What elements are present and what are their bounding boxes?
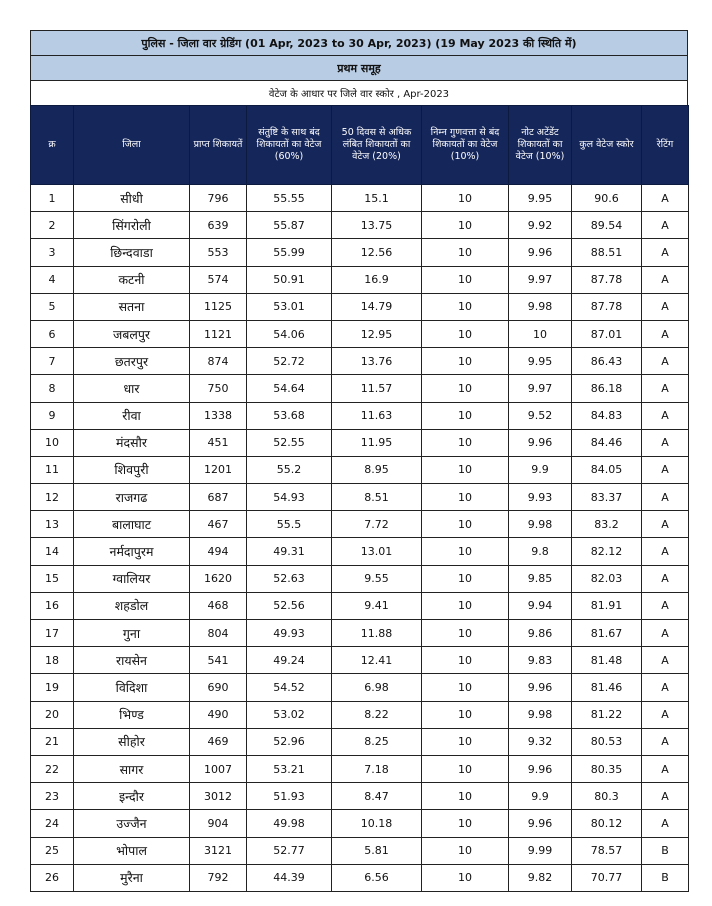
total-score-cell: 81.46 [572, 674, 642, 701]
grading-sheet [30, 30, 688, 892]
district-cell: नर्मदापुरम [74, 538, 190, 565]
col-header-satisfaction: संतुष्टि के साथ बंद शिकायतों का वेटेज (60%) [247, 106, 332, 185]
total-score-cell: 80.35 [572, 755, 642, 782]
satisfaction-cell: 53.21 [247, 755, 332, 782]
serial-cell: 17 [31, 620, 74, 647]
low-quality-cell: 10 [422, 429, 509, 456]
received-cell: 792 [190, 864, 247, 891]
pending-cell: 9.55 [332, 565, 422, 592]
serial-cell: 14 [31, 538, 74, 565]
serial-cell: 12 [31, 484, 74, 511]
total-score-cell: 81.22 [572, 701, 642, 728]
serial-cell: 19 [31, 674, 74, 701]
district-cell: सागर [74, 755, 190, 782]
district-cell: शिवपुरी [74, 456, 190, 483]
rating-cell: A [642, 348, 689, 375]
received-cell: 796 [190, 185, 247, 212]
not-attended-cell: 9.99 [509, 837, 572, 864]
low-quality-cell: 10 [422, 864, 509, 891]
total-score-cell: 86.43 [572, 348, 642, 375]
satisfaction-cell: 53.02 [247, 701, 332, 728]
low-quality-cell: 10 [422, 810, 509, 837]
rating-cell: A [642, 375, 689, 402]
received-cell: 467 [190, 511, 247, 538]
district-cell: मंदसौर [74, 429, 190, 456]
total-score-cell: 78.57 [572, 837, 642, 864]
rating-cell: B [642, 864, 689, 891]
district-cell: ग्वालियर [74, 565, 190, 592]
pending-cell: 11.57 [332, 375, 422, 402]
rating-cell: A [642, 538, 689, 565]
received-cell: 1121 [190, 320, 247, 347]
received-cell: 469 [190, 728, 247, 755]
low-quality-cell: 10 [422, 620, 509, 647]
district-cell: भोपाल [74, 837, 190, 864]
total-score-cell: 87.78 [572, 293, 642, 320]
total-score-cell: 81.67 [572, 620, 642, 647]
district-score-table [30, 105, 689, 892]
rating-cell: A [642, 810, 689, 837]
serial-cell: 9 [31, 402, 74, 429]
received-cell: 1338 [190, 402, 247, 429]
received-cell: 690 [190, 674, 247, 701]
satisfaction-cell: 55.55 [247, 185, 332, 212]
pending-cell: 9.41 [332, 592, 422, 619]
satisfaction-cell: 49.98 [247, 810, 332, 837]
satisfaction-cell: 52.72 [247, 348, 332, 375]
rating-cell: B [642, 837, 689, 864]
table-row [31, 674, 689, 701]
received-cell: 1620 [190, 565, 247, 592]
rating-cell: A [642, 266, 689, 293]
not-attended-cell: 9.98 [509, 701, 572, 728]
received-cell: 494 [190, 538, 247, 565]
low-quality-cell: 10 [422, 375, 509, 402]
satisfaction-cell: 49.24 [247, 647, 332, 674]
serial-cell: 26 [31, 864, 74, 891]
district-cell: भिण्ड [74, 701, 190, 728]
pending-cell: 6.98 [332, 674, 422, 701]
received-cell: 468 [190, 592, 247, 619]
satisfaction-cell: 54.93 [247, 484, 332, 511]
table-row [31, 511, 689, 538]
rating-cell: A [642, 701, 689, 728]
table-row [31, 239, 689, 266]
district-cell: विदिशा [74, 674, 190, 701]
not-attended-cell: 9.96 [509, 674, 572, 701]
district-cell: सतना [74, 293, 190, 320]
received-cell: 1007 [190, 755, 247, 782]
total-score-cell: 89.54 [572, 212, 642, 239]
not-attended-cell: 9.95 [509, 185, 572, 212]
district-cell: सीहोर [74, 728, 190, 755]
serial-cell: 4 [31, 266, 74, 293]
not-attended-cell: 9.98 [509, 293, 572, 320]
table-row [31, 864, 689, 891]
low-quality-cell: 10 [422, 701, 509, 728]
not-attended-cell: 9.96 [509, 755, 572, 782]
rating-cell: A [642, 429, 689, 456]
district-cell: कटनी [74, 266, 190, 293]
not-attended-cell: 9.96 [509, 429, 572, 456]
col-header-low-quality: निम्न गुणवत्ता से बंद शिकायतों का वेटेज (10%) [422, 106, 509, 185]
pending-cell: 14.79 [332, 293, 422, 320]
pending-cell: 16.9 [332, 266, 422, 293]
low-quality-cell: 10 [422, 647, 509, 674]
serial-cell: 25 [31, 837, 74, 864]
total-score-cell: 84.83 [572, 402, 642, 429]
serial-cell: 16 [31, 592, 74, 619]
total-score-cell: 80.53 [572, 728, 642, 755]
table-row [31, 837, 689, 864]
district-cell: छिन्दवाडा [74, 239, 190, 266]
satisfaction-cell: 54.64 [247, 375, 332, 402]
table-row [31, 565, 689, 592]
table-row [31, 456, 689, 483]
total-score-cell: 87.78 [572, 266, 642, 293]
rating-cell: A [642, 674, 689, 701]
satisfaction-cell: 49.93 [247, 620, 332, 647]
rating-cell: A [642, 565, 689, 592]
received-cell: 451 [190, 429, 247, 456]
rating-cell: A [642, 783, 689, 810]
serial-cell: 23 [31, 783, 74, 810]
serial-cell: 1 [31, 185, 74, 212]
not-attended-cell: 9.96 [509, 810, 572, 837]
table-row [31, 728, 689, 755]
low-quality-cell: 10 [422, 185, 509, 212]
total-score-cell: 90.6 [572, 185, 642, 212]
low-quality-cell: 10 [422, 755, 509, 782]
rating-cell: A [642, 320, 689, 347]
not-attended-cell: 9.8 [509, 538, 572, 565]
low-quality-cell: 10 [422, 728, 509, 755]
total-score-cell: 87.01 [572, 320, 642, 347]
satisfaction-cell: 52.55 [247, 429, 332, 456]
col-header-total-score: कुल वेटेज स्कोर [572, 106, 642, 185]
total-score-cell: 83.2 [572, 511, 642, 538]
pending-cell: 13.76 [332, 348, 422, 375]
not-attended-cell: 9.85 [509, 565, 572, 592]
not-attended-cell: 9.92 [509, 212, 572, 239]
table-row [31, 185, 689, 212]
satisfaction-cell: 54.06 [247, 320, 332, 347]
district-cell: राजगढ [74, 484, 190, 511]
received-cell: 804 [190, 620, 247, 647]
col-header-district: जिला [74, 106, 190, 185]
table-row [31, 810, 689, 837]
pending-cell: 11.95 [332, 429, 422, 456]
low-quality-cell: 10 [422, 348, 509, 375]
report-title: पुलिस - जिला वार ग्रेडिंग (01 Apr, 2023 to 30 Apr, 2023) (19 May 2023 की स्थिति में) [30, 30, 688, 55]
received-cell: 3012 [190, 783, 247, 810]
serial-cell: 5 [31, 293, 74, 320]
rating-cell: A [642, 293, 689, 320]
table-row [31, 402, 689, 429]
district-cell: धार [74, 375, 190, 402]
rating-cell: A [642, 185, 689, 212]
low-quality-cell: 10 [422, 266, 509, 293]
serial-cell: 22 [31, 755, 74, 782]
total-score-cell: 81.48 [572, 647, 642, 674]
district-cell: बालाघाट [74, 511, 190, 538]
table-body [31, 185, 689, 892]
low-quality-cell: 10 [422, 783, 509, 810]
table-row [31, 484, 689, 511]
satisfaction-cell: 55.5 [247, 511, 332, 538]
table-row [31, 293, 689, 320]
report-subtitle: वेटेज के आधार पर जिले वार स्कोर , Apr-2023 [30, 80, 688, 105]
received-cell: 874 [190, 348, 247, 375]
satisfaction-cell: 55.87 [247, 212, 332, 239]
total-score-cell: 70.77 [572, 864, 642, 891]
rating-cell: A [642, 620, 689, 647]
rating-cell: A [642, 484, 689, 511]
low-quality-cell: 10 [422, 484, 509, 511]
not-attended-cell: 9.94 [509, 592, 572, 619]
pending-cell: 15.1 [332, 185, 422, 212]
pending-cell: 7.18 [332, 755, 422, 782]
rating-cell: A [642, 456, 689, 483]
total-score-cell: 80.12 [572, 810, 642, 837]
low-quality-cell: 10 [422, 212, 509, 239]
serial-cell: 8 [31, 375, 74, 402]
low-quality-cell: 10 [422, 239, 509, 266]
pending-cell: 11.63 [332, 402, 422, 429]
table-row [31, 755, 689, 782]
total-score-cell: 83.37 [572, 484, 642, 511]
rating-cell: A [642, 647, 689, 674]
pending-cell: 8.51 [332, 484, 422, 511]
serial-cell: 21 [31, 728, 74, 755]
not-attended-cell: 9.93 [509, 484, 572, 511]
serial-cell: 7 [31, 348, 74, 375]
total-score-cell: 88.51 [572, 239, 642, 266]
rating-cell: A [642, 239, 689, 266]
rating-cell: A [642, 728, 689, 755]
low-quality-cell: 10 [422, 592, 509, 619]
not-attended-cell: 9.32 [509, 728, 572, 755]
pending-cell: 12.41 [332, 647, 422, 674]
pending-cell: 12.56 [332, 239, 422, 266]
satisfaction-cell: 49.31 [247, 538, 332, 565]
not-attended-cell: 9.9 [509, 456, 572, 483]
table-header-row [31, 106, 689, 185]
received-cell: 904 [190, 810, 247, 837]
serial-cell: 20 [31, 701, 74, 728]
total-score-cell: 84.05 [572, 456, 642, 483]
pending-cell: 8.47 [332, 783, 422, 810]
serial-cell: 2 [31, 212, 74, 239]
pending-cell: 12.95 [332, 320, 422, 347]
total-score-cell: 82.12 [572, 538, 642, 565]
satisfaction-cell: 52.96 [247, 728, 332, 755]
low-quality-cell: 10 [422, 320, 509, 347]
district-cell: गुना [74, 620, 190, 647]
district-cell: सिंगरोली [74, 212, 190, 239]
low-quality-cell: 10 [422, 293, 509, 320]
district-cell: इन्दौर [74, 783, 190, 810]
table-row [31, 538, 689, 565]
table-row [31, 620, 689, 647]
pending-cell: 6.56 [332, 864, 422, 891]
not-attended-cell: 10 [509, 320, 572, 347]
low-quality-cell: 10 [422, 674, 509, 701]
table-row [31, 320, 689, 347]
col-header-received: प्राप्त शिकायतें [190, 106, 247, 185]
received-cell: 553 [190, 239, 247, 266]
not-attended-cell: 9.97 [509, 266, 572, 293]
satisfaction-cell: 55.2 [247, 456, 332, 483]
total-score-cell: 82.03 [572, 565, 642, 592]
col-header-not-attended: नोट अटेंडेंट शिकायतों का वेटेज (10%) [509, 106, 572, 185]
satisfaction-cell: 53.01 [247, 293, 332, 320]
satisfaction-cell: 55.99 [247, 239, 332, 266]
rating-cell: A [642, 511, 689, 538]
table-row [31, 212, 689, 239]
not-attended-cell: 9.97 [509, 375, 572, 402]
table-row [31, 429, 689, 456]
satisfaction-cell: 51.93 [247, 783, 332, 810]
district-cell: सीधी [74, 185, 190, 212]
not-attended-cell: 9.52 [509, 402, 572, 429]
district-cell: छतरपुर [74, 348, 190, 375]
serial-cell: 11 [31, 456, 74, 483]
not-attended-cell: 9.86 [509, 620, 572, 647]
low-quality-cell: 10 [422, 511, 509, 538]
pending-cell: 5.81 [332, 837, 422, 864]
pending-cell: 7.72 [332, 511, 422, 538]
table-row [31, 783, 689, 810]
low-quality-cell: 10 [422, 837, 509, 864]
table-row [31, 592, 689, 619]
district-cell: शहडोल [74, 592, 190, 619]
serial-cell: 6 [31, 320, 74, 347]
district-cell: रायसेन [74, 647, 190, 674]
serial-cell: 15 [31, 565, 74, 592]
district-cell: मुरैना [74, 864, 190, 891]
received-cell: 750 [190, 375, 247, 402]
pending-cell: 10.18 [332, 810, 422, 837]
low-quality-cell: 10 [422, 456, 509, 483]
pending-cell: 8.22 [332, 701, 422, 728]
not-attended-cell: 9.95 [509, 348, 572, 375]
serial-cell: 24 [31, 810, 74, 837]
low-quality-cell: 10 [422, 538, 509, 565]
satisfaction-cell: 52.77 [247, 837, 332, 864]
received-cell: 3121 [190, 837, 247, 864]
total-score-cell: 84.46 [572, 429, 642, 456]
not-attended-cell: 9.98 [509, 511, 572, 538]
district-cell: जबलपुर [74, 320, 190, 347]
pending-cell: 13.75 [332, 212, 422, 239]
district-cell: रीवा [74, 402, 190, 429]
rating-cell: A [642, 755, 689, 782]
received-cell: 1201 [190, 456, 247, 483]
satisfaction-cell: 52.56 [247, 592, 332, 619]
not-attended-cell: 9.82 [509, 864, 572, 891]
received-cell: 541 [190, 647, 247, 674]
col-header-serial: क्र [31, 106, 74, 185]
low-quality-cell: 10 [422, 565, 509, 592]
satisfaction-cell: 53.68 [247, 402, 332, 429]
received-cell: 490 [190, 701, 247, 728]
received-cell: 1125 [190, 293, 247, 320]
satisfaction-cell: 54.52 [247, 674, 332, 701]
pending-cell: 13.01 [332, 538, 422, 565]
pending-cell: 11.88 [332, 620, 422, 647]
not-attended-cell: 9.9 [509, 783, 572, 810]
table-row [31, 701, 689, 728]
serial-cell: 10 [31, 429, 74, 456]
pending-cell: 8.95 [332, 456, 422, 483]
serial-cell: 18 [31, 647, 74, 674]
rating-cell: A [642, 592, 689, 619]
satisfaction-cell: 50.91 [247, 266, 332, 293]
serial-cell: 13 [31, 511, 74, 538]
table-row [31, 375, 689, 402]
table-row [31, 266, 689, 293]
col-header-rating: रेटिंग [642, 106, 689, 185]
low-quality-cell: 10 [422, 402, 509, 429]
not-attended-cell: 9.83 [509, 647, 572, 674]
satisfaction-cell: 52.63 [247, 565, 332, 592]
table-row [31, 647, 689, 674]
satisfaction-cell: 44.39 [247, 864, 332, 891]
received-cell: 639 [190, 212, 247, 239]
total-score-cell: 81.91 [572, 592, 642, 619]
not-attended-cell: 9.96 [509, 239, 572, 266]
rating-cell: A [642, 402, 689, 429]
district-cell: उज्जैन [74, 810, 190, 837]
received-cell: 574 [190, 266, 247, 293]
pending-cell: 8.25 [332, 728, 422, 755]
table-row [31, 348, 689, 375]
total-score-cell: 86.18 [572, 375, 642, 402]
received-cell: 687 [190, 484, 247, 511]
serial-cell: 3 [31, 239, 74, 266]
col-header-pending: 50 दिवस से अधिक लंबित शिकायतों का वेटेज (20%) [332, 106, 422, 185]
rating-cell: A [642, 212, 689, 239]
group-heading: प्रथम समूह [30, 55, 688, 80]
total-score-cell: 80.3 [572, 783, 642, 810]
